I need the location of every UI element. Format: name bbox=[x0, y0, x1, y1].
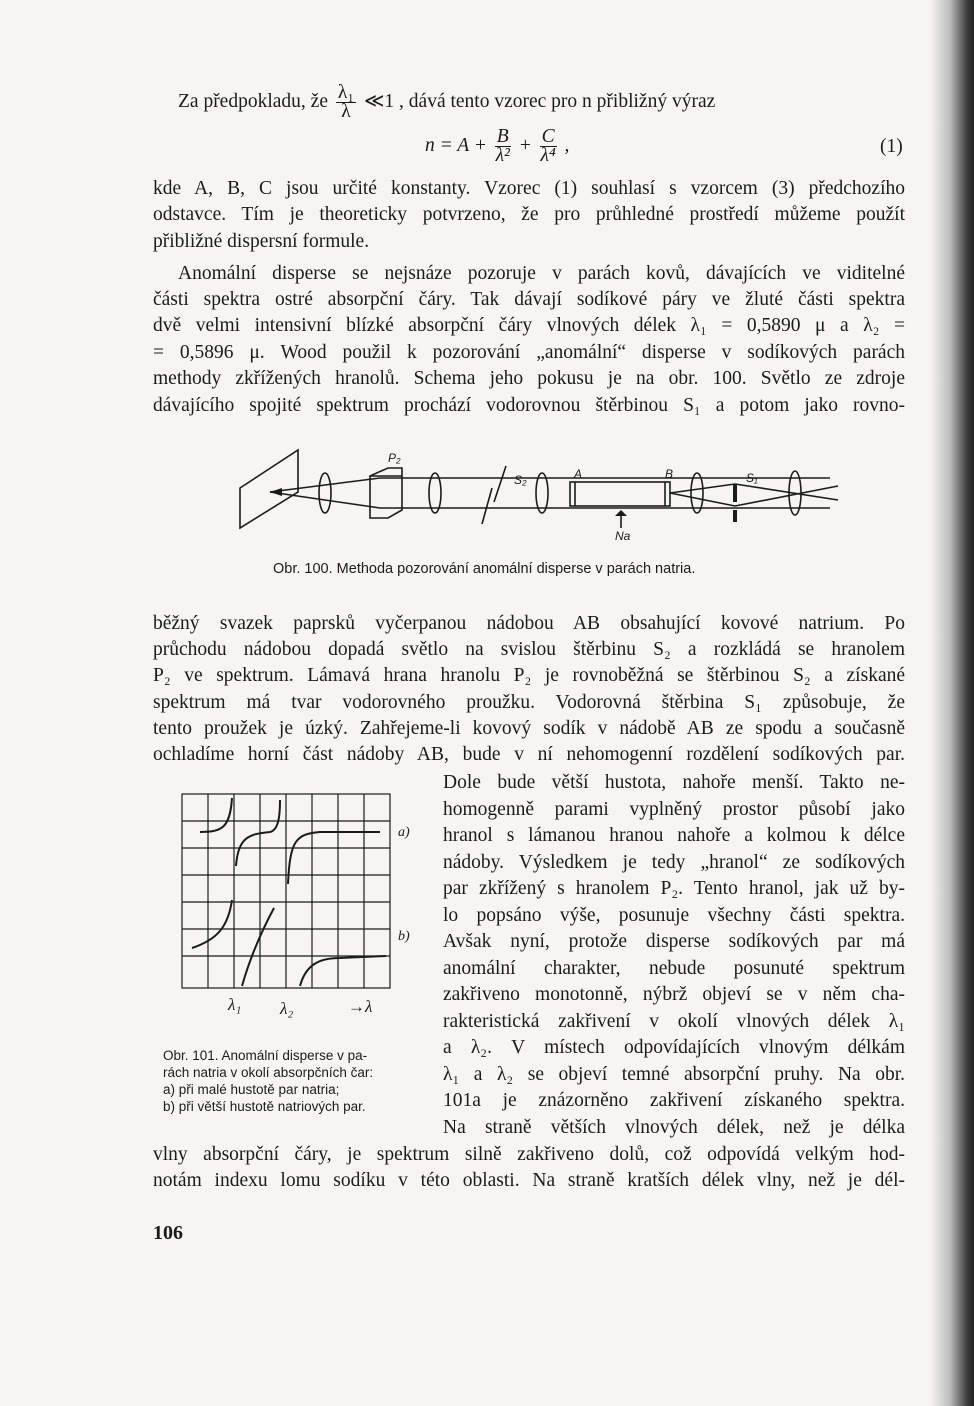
formula-f2-den: λ⁴ bbox=[540, 145, 556, 166]
vessel-ab bbox=[570, 482, 670, 506]
na-arrowhead bbox=[615, 510, 627, 516]
label-a-curve: a) bbox=[398, 825, 410, 840]
right-col-line-5: par zkřížený s hranolem P₂. Tento hranol, jak už by- bbox=[443, 878, 905, 899]
curve-a-3 bbox=[288, 832, 380, 884]
right-col-line-9: zakřiveno monotonně, nýbrž objeví se v něm cha- bbox=[443, 984, 905, 1005]
formula-f2-num: C bbox=[541, 126, 555, 147]
para3-line-6: ochladíme horní část nádoby AB, bude v ní nehomogenní rozdělení sodíkových par. bbox=[153, 744, 905, 765]
intro-frac-num: λ₁ bbox=[337, 82, 355, 103]
para2-line-1: Anomální disperse se nejsnáze pozoruje v parách kovů, dávajících ve viditelné bbox=[178, 263, 905, 284]
para3-line-3: P₂ ve spektrum. Lámavá hrana hranolu P₂ je rovnoběžná se štěrbinou S₂ a získané bbox=[153, 665, 905, 686]
figure-101-caption-3: a) při malé hustotě par natria; bbox=[163, 1082, 340, 1097]
curve-b-2 bbox=[242, 908, 274, 986]
beam-top-left bbox=[270, 478, 380, 492]
figure-101-caption-2: rách natria v okolí absorpčních čar: bbox=[163, 1065, 374, 1080]
label-lambda-arrow: →λ bbox=[348, 997, 373, 1016]
label-s2: S₂ bbox=[514, 473, 527, 487]
right-col-line-13: 101a je znázorněno zakřivení získaného spektra. bbox=[443, 1090, 905, 1111]
figure-101-caption-4: b) při větší hustotě natriových par. bbox=[163, 1099, 366, 1114]
arrow-to-screen bbox=[270, 488, 282, 496]
figure-101-caption-1: Obr. 101. Anomální disperse v pa- bbox=[163, 1048, 368, 1063]
para4-line-2: notám indexu lomu sodíku v této oblasti. Na straně kratších délek vlny, než je dél- bbox=[153, 1170, 905, 1191]
figure-101-diagram bbox=[170, 788, 440, 1028]
right-col-line-3: hranol s lámanou hranou nahoře a kolmou k délce bbox=[443, 825, 905, 846]
label-na: Na bbox=[615, 529, 631, 543]
slit-s2-left bbox=[482, 488, 492, 524]
para3-line-1: běžný svazek paprsků vyčerpanou nádobou AB obsahující kovové natrium. Po bbox=[153, 613, 905, 634]
formula-frac-c bbox=[540, 128, 557, 165]
label-lambda1: λ₁ bbox=[228, 995, 242, 1014]
curve-b-1 bbox=[192, 900, 232, 948]
formula-f1-num: B bbox=[496, 126, 509, 147]
figure-100-diagram bbox=[230, 440, 850, 550]
page-edge-shadow bbox=[930, 0, 974, 1406]
figure-100-caption: Obr. 100. Methoda pozorování anomální disperse v parách natria. bbox=[273, 561, 696, 577]
label-a: A bbox=[574, 467, 583, 481]
label-lambda2: λ₂ bbox=[280, 999, 294, 1018]
formula-lhs: n = A + bbox=[425, 134, 487, 156]
right-col-line-10: rakteristická zakřivení v okolí vlnových délek λ₁ bbox=[443, 1011, 905, 1032]
para4-line-1: vlny absorpční čáry, je spektrum silně zakřiveno dolů, což odpovídá velkým hod- bbox=[153, 1144, 905, 1165]
lens-4 bbox=[691, 473, 703, 513]
label-s1: S₁ bbox=[746, 471, 758, 485]
label-b-curve: b) bbox=[398, 929, 410, 944]
right-col-line-4: nádoby. Výsledkem je tedy „hranol“ ze sodíkových bbox=[443, 852, 905, 873]
label-p2: P₂ bbox=[388, 451, 401, 465]
page-number: 106 bbox=[153, 1222, 183, 1244]
right-col-line-11: a λ₂. V místech odpovídajících vlnovým délkám bbox=[443, 1037, 905, 1058]
curve-a-2 bbox=[236, 800, 280, 866]
para2-line-2: části spektra ostré absorpční čáry. Tak dávají sodíkové páry ve žluté části spektra bbox=[153, 289, 905, 310]
para1-line-3: přibližné dispersní formule. bbox=[153, 231, 370, 252]
right-col-line-6: lo popsáno výše, posunuje všechny části spektra. bbox=[443, 905, 905, 926]
right-col-line-7: Avšak nyní, protože disperse sodíkových par má bbox=[443, 931, 905, 952]
intro-after: ≪1 , dává tento vzorec pro n přibližný výraz bbox=[364, 90, 716, 112]
formula-frac-b bbox=[495, 128, 511, 165]
para2-line-3: dvě velmi intensivní blízké absorpční čáry vlnových délek λ₁ = 0,5890 μ a λ₂ = bbox=[153, 315, 905, 336]
para3-line-4: spektrum má tvar vodorovného proužku. Vodorovná štěrbina S₁ způsobuje, že bbox=[153, 692, 905, 713]
intro-frac-den: λ bbox=[341, 101, 351, 122]
formula-plus: + bbox=[518, 134, 532, 156]
intro-before: Za předpokladu, že bbox=[178, 90, 328, 112]
formula-f1-den: λ² bbox=[495, 145, 510, 166]
right-col-line-1: Dole bude větší hustota, nahoře menší. Takto ne- bbox=[443, 772, 905, 793]
intro-fraction bbox=[336, 84, 356, 121]
para3-line-5: tento proužek je úzký. Zahřejeme-li kovový sodík v nádobě AB ze spodu a současně bbox=[153, 718, 905, 739]
lens-3 bbox=[536, 473, 548, 513]
curve-a-1 bbox=[200, 798, 232, 832]
curve-b-3 bbox=[300, 956, 386, 986]
formula-number: (1) bbox=[880, 136, 903, 157]
para3-line-2: průchodu nádobou dopadá světlo na svislou štěrbinu S₂ a rozkládá se hranolem bbox=[153, 639, 905, 660]
para1-line-1: kde A, B, C jsou určité konstanty. Vzorec (1) souhlasí s vzorcem (3) předchozího bbox=[153, 178, 905, 199]
para2-line-4: = 0,5896 μ. Wood použil k pozorování „anomální“ disperse v sodíkových parách bbox=[153, 342, 905, 363]
intro-line bbox=[178, 84, 715, 121]
label-b: B bbox=[665, 467, 674, 481]
right-col-line-2: homogenně parami vyplněný prostor působí jako bbox=[443, 799, 905, 820]
slit-s2-right bbox=[494, 466, 506, 502]
para2-line-6: dávajícího spojité spektrum prochází vodorovnou štěrbinou S₁ a potom jako rovno- bbox=[153, 395, 905, 416]
lens-1 bbox=[319, 473, 331, 513]
formula-1 bbox=[425, 128, 569, 165]
para2-line-5: methody zkřížených hranolů. Schema jeho pokusu je na obr. 100. Světlo ze zdroje bbox=[153, 368, 905, 389]
grid bbox=[182, 794, 390, 988]
lens-2 bbox=[429, 473, 441, 513]
right-col-line-14: Na straně větších vlnových délek, než je délka bbox=[443, 1117, 905, 1138]
para1-line-2: odstavce. Tím je theoreticky potvrzeno, že pro průhledné prostředí můžeme použít bbox=[153, 204, 905, 225]
right-col-line-12: λ₁ a λ₂ se objeví temné absorpční pruhy. Na obr. bbox=[443, 1064, 905, 1085]
right-col-line-8: anomální charakter, nebude posunuté spektrum bbox=[443, 958, 905, 979]
formula-tail: , bbox=[564, 134, 570, 156]
